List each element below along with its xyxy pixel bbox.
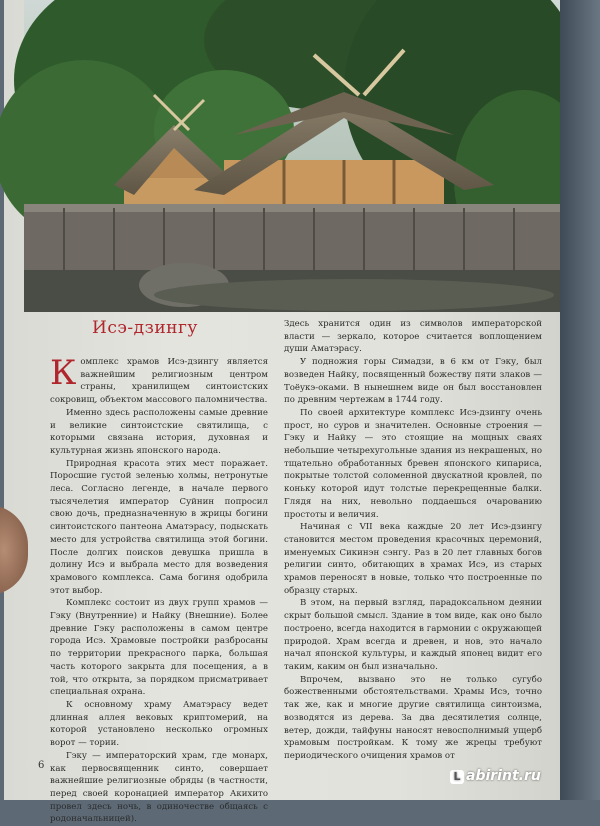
paragraph: Начиная с VII века каждые 20 лет Исэ-дзингу становится местом проведения красочных церемоний, именуемых Сикинэн сэнгу. Раз в 20 лет главных богов религии синто, обитающих в храмах Исэ, из старых храмов переносят в новые, только что построенные по образцу старых. [284,522,542,596]
shrine-illustration [24,0,560,312]
page-number: 6 [38,760,45,771]
paragraph: В этом, на первый взгляд, парадоксальном деянии скрыт большой смысл. Здание в том виде, как оно было построено, всегда находится в гармонии с окружающей природой. Храм всегда и древен, и нов, это начало начал японской культуры, и каждый японец видит его таким, каким он был изначально. [284,598,542,672]
article-title: Исэ-дзингу [92,318,198,338]
labirint-logo-icon: L [450,770,464,784]
paragraph: К основному храму Аматэрасу ведет длинная аллея вековых криптомерий, на которой установлено несколько огромных ворот — тории. [50,699,268,749]
paragraph: Здесь хранится один из символов императорской власти — зеркало, которое считается воплощением души Аматэрасу. [284,319,542,355]
shrine-photo [24,0,560,312]
paragraph: По своей архитектуре комплекс Исэ-дзингу очень прост, но суров и значителен. Основные строения — Гэку и Найку — это стоящие на мощных сваях небольшие четырехугольные здания из некрашеных, но тщательно обработанных бревен японского кипариса, покрытые толстой соломенной двускатной кровлей, по коньку которой идут толстые перекрещенные балки. Глядя на них, невольно поддаешься очарованию простоты и величия. [284,407,542,520]
watermark-text: abirint.ru [466,768,541,784]
paragraph: Именно здесь расположены самые древние и великие синтоистские святилища, с которыми связана история, духовная и культурная жизнь японского народа. [50,407,268,456]
right-column [284,318,542,763]
book-edge [560,0,600,800]
paragraph: У подножия горы Симадзи, в 6 км от Гэку, был возведен Найку, посвященный божеству пяти злаков — Тоёукэ-оками. В нынешнем виде он был восстановлен по древним чертежам в 1744 году. [284,357,542,406]
left-column [50,353,268,826]
book-page [4,0,560,825]
watermark [450,768,541,784]
paragraph: Комплекс состоит из двух групп храмов — Гэку (Внутренние) и Найку (Внешние). Более древние Гэку расположены в самом центре города Исэ. Храмовые постройки разбросаны по территории прекрасного парка, большая часть которого закрыта для посещения, а в той, что открыта, за порядком присматривает специальная охрана. [50,598,268,698]
paragraph: Впрочем, вызвано это не только сугубо божественными обстоятельствами. Храмы Исэ, точно так же, как и многие другие святилища синтоизма, возводятся из дерева. За два десятилетия солнце, ветер, дожди, тайфуны наносят невосполнимый ущерб храмовым постройкам. К тому же жрецы требуют периодического очищения храмов от [284,674,542,761]
paragraph-intro-text: омплекс храмов Исэ-дзингу является важнейшим религиозным центром страны, хранилищем синтоистских сокровищ, объектом массового паломничества. [50,357,268,406]
drop-cap: К [50,353,77,393]
paragraph: Гэку — императорский храм, где монарх, как первосвященник синто, совершает важнейшие религиозные обряды (в частности, перед своей коронацией император Акихито провел здесь ночь, в одиночестве общаясь с родоначальницей). [50,750,268,825]
paragraph-intro [50,353,268,407]
paragraph: Природная красота этих мест поражает. Поросшие густой зеленью холмы, нетронутые леса. Согласно легенде, в начале первого тысячелетия император Суйнин попросил свою дочь, предназначенную в жрицы богини синтоистского пантеона Аматэрасу, подыскать место для устройства святилища этой богини. После долгих поисков девушка пришла в долину Исэ и выбрала место для возведения храмового комплекса. Сама богиня одобрила этот выбор. [50,458,268,596]
